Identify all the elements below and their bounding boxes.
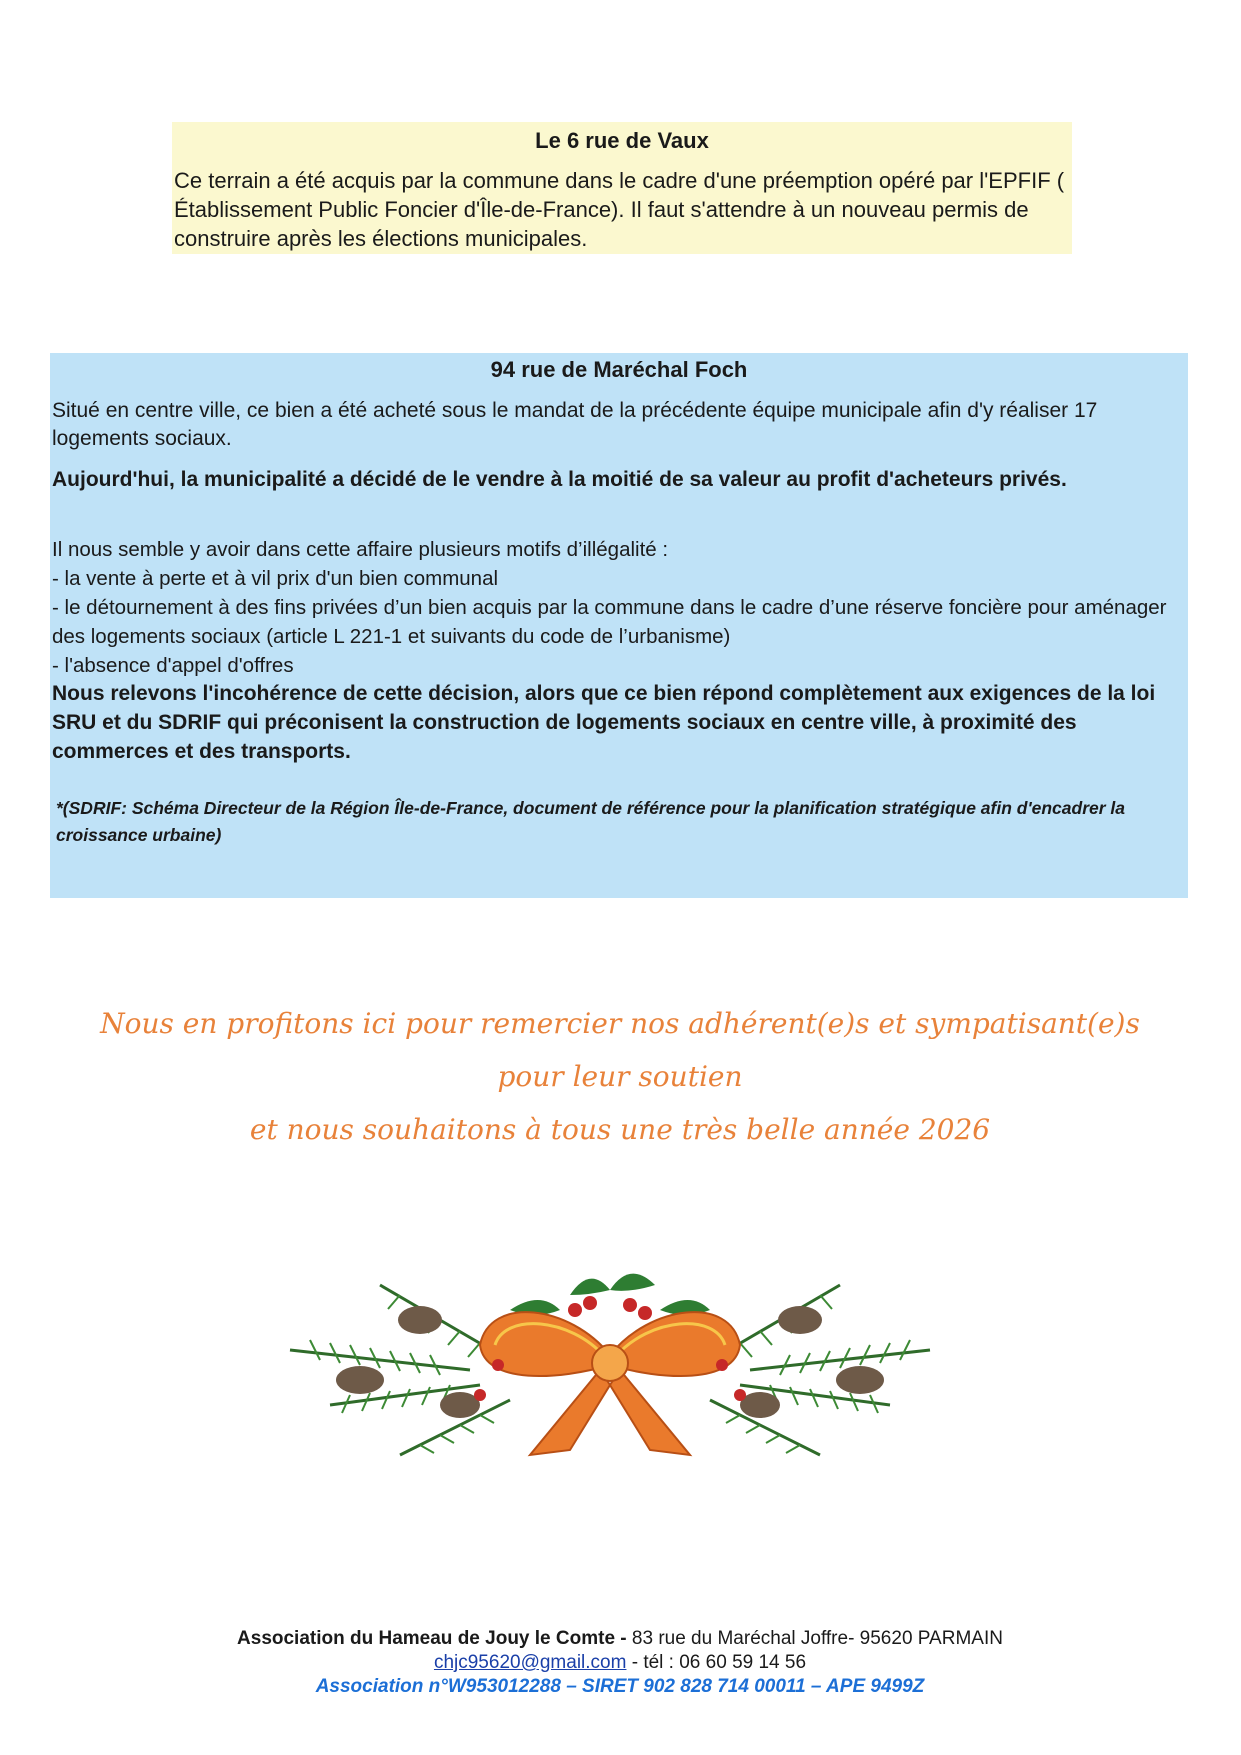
greeting-line-3: et nous souhaitons à tous une très belle année 2026 (249, 1113, 991, 1146)
greeting-line-2: pour leur soutien (497, 1060, 743, 1093)
section-vaux-body: Ce terrain a été acquis par la commune dans le cadre d'une préemption opéré par l'EPFIF ( Établissement Public Foncier d'Île-de-France). Il faut s'attendre à un nouveau permis de construire après les élections municipales. (174, 168, 1065, 251)
phone-text: - tél : 06 60 59 14 56 (626, 1652, 807, 1673)
association-name: Association du Hameau de Jouy le Comte - (237, 1628, 627, 1649)
section-foch-decision: Aujourd'hui, la municipalité a décidé de le vendre à la moitié de sa valeur au profit d'acheteurs privés. (52, 468, 1067, 491)
section-foch-motifs (52, 535, 1186, 680)
section-foch-conclusion: Nous relevons l'incohérence de cette décision, alors que ce bien répond complètement aux exigences de la loi SRU et du SDRIF qui préconisent la construction de logements sociaux en centre ville, à proximité des commerces et des transports. (52, 682, 1156, 763)
section-foch-title: 94 rue de Maréchal Foch (490, 357, 748, 382)
motif-item: - l'absence d'appel d'offres (52, 654, 294, 677)
footer-address-line (130, 1628, 1110, 1650)
section-vaux-title: Le 6 rue de Vaux (535, 128, 709, 153)
section-foch (50, 353, 1188, 898)
association-address: 83 rue du Maréchal Joffre- 95620 PARMAIN (626, 1628, 1003, 1649)
section-vaux (172, 122, 1072, 254)
section-foch-footnote: *(SDRIF: Schéma Directeur de la Région Île-de-France, document de référence pour la planification stratégique afin d'encadrer la croissance urbaine) (56, 798, 1126, 845)
footer-contact-line (130, 1652, 1110, 1674)
section-foch-intro: Situé en centre ville, ce bien a été acheté sous le mandat de la précédente équipe municipale afin d'y réaliser 17 logements sociaux. (52, 399, 1098, 450)
greeting-line-1: Nous en profitons ici pour remercier nos adhérent(e)s et sympatisant(e)s (100, 1007, 1140, 1040)
motifs-intro: Il nous semble y avoir dans cette affaire plusieurs motifs d’illégalité : (52, 538, 669, 561)
footer-registration: Association n°W953012288 – SIRET 902 828 714 00011 – APE 9499Z (315, 1676, 925, 1697)
motif-item: - la vente à perte et à vil prix d'un bien communal (52, 567, 499, 590)
motif-item: - le détournement à des fins privées d’un bien acquis par la commune dans le cadre d’une réserve foncière pour aménager des logements sociaux (article L 221-1 et suivants du code de l’urbanisme) (52, 596, 1167, 648)
email-link[interactable]: chjc95620@gmail.com (433, 1652, 627, 1673)
christmas-wreath-icon (270, 1255, 950, 1485)
